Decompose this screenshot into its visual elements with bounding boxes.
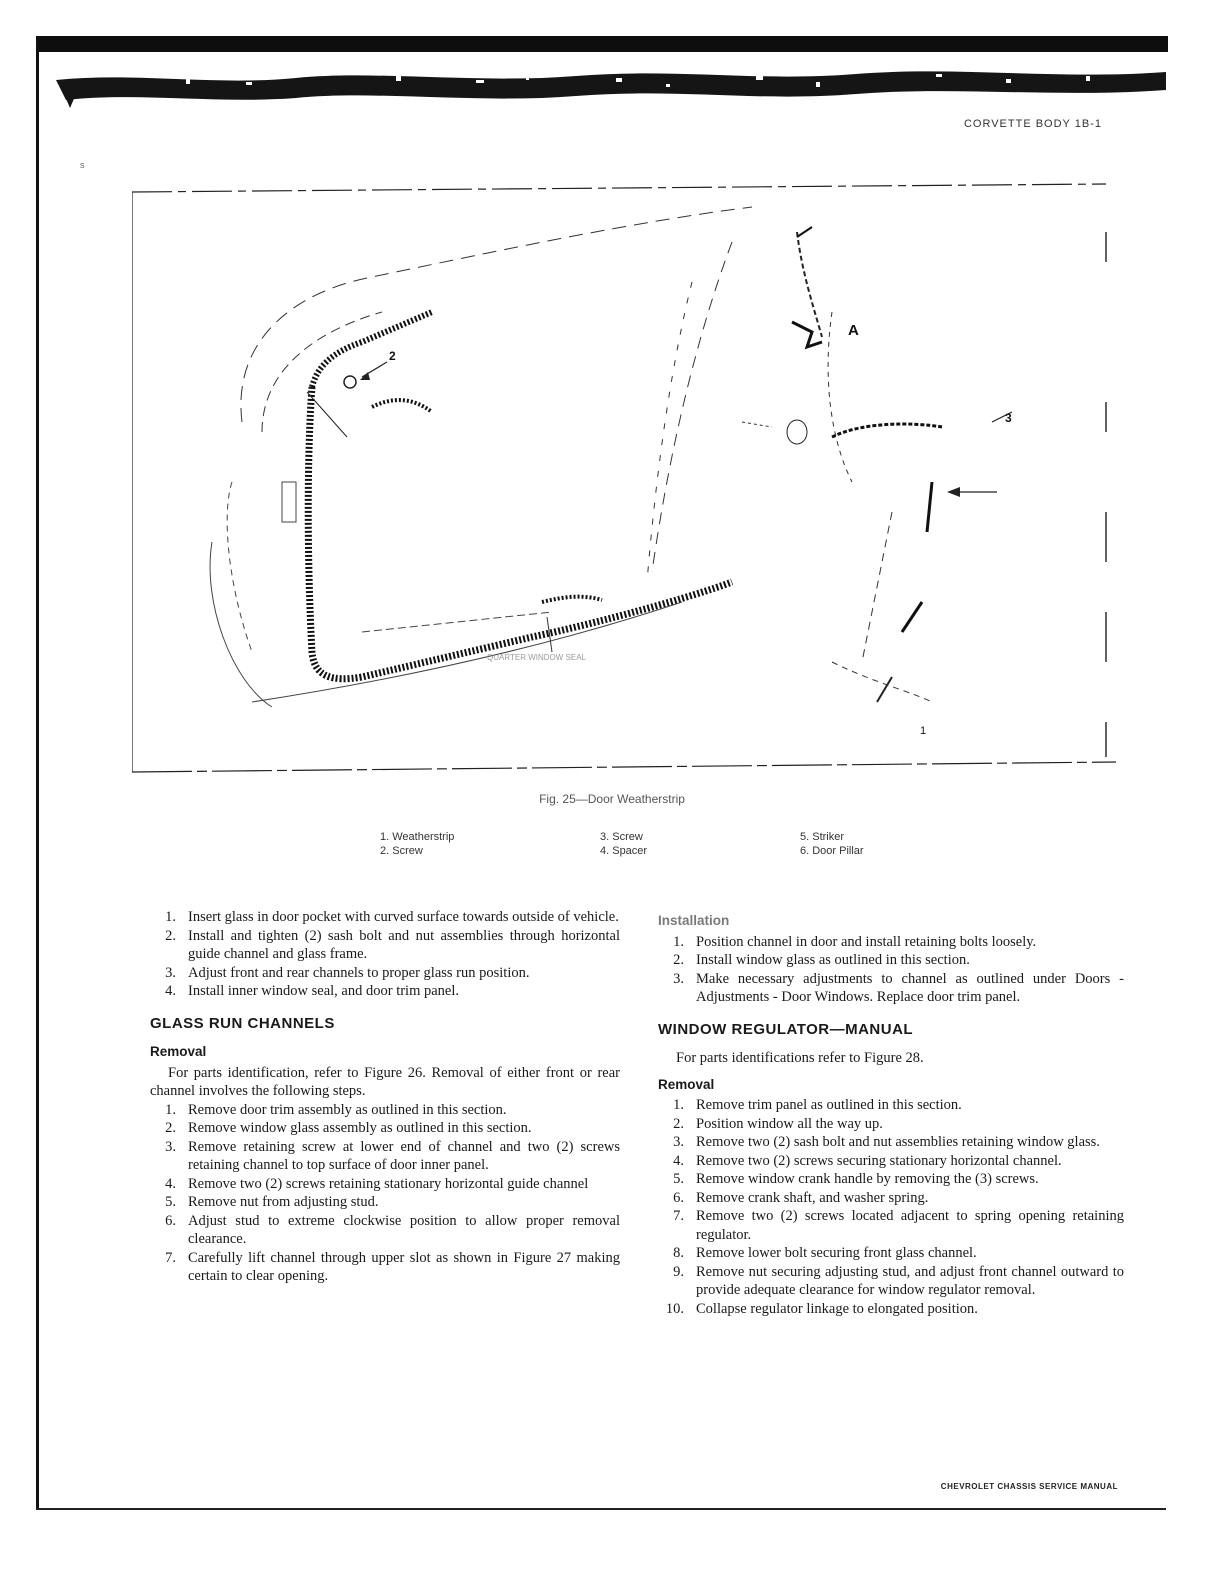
list-item: 2. Install and tighten (2) sash bolt and nut assemblies through horizontal guide channel and glass frame. [165,927,620,962]
legend-item: 5. Striker [800,831,845,843]
running-header: CORVETTE BODY 1B-1 [963,118,1102,130]
list-item: 4. Install inner window seal, and door trim panel. [165,983,460,999]
intro-paragraph: For parts identifications refer to Figure 28. [676,1050,924,1066]
regulator-removal-steps [658,1096,1124,1318]
legend-col-1 [380,830,454,858]
list-item: 6. Remove crank shaft, and washer spring. [673,1189,929,1206]
list-item: 6. Adjust stud to extreme clockwise position to allow proper removal clearance. [165,1212,620,1247]
page-footer: CHEVROLET CHASSIS SERVICE MANUAL [940,1482,1118,1491]
quarter-window-seal-label: QUARTER WINDOW SEAL [487,653,586,662]
legend-item: 4. Spacer [600,845,648,857]
list-item: 3. Remove retaining screw at lower end of channel and two (2) screws retaining channel to top surface of door inner panel. [165,1138,620,1173]
figure-caption: Fig. 25—Door Weatherstrip [539,792,685,806]
list-item: 1. Remove trim panel as outlined in this section. [673,1097,962,1113]
legend-item: 6. Door Pillar [800,845,864,857]
left-border-rule [36,36,39,1510]
legend-col-3 [800,830,864,858]
window-install-steps [150,908,620,1001]
list-item: 2. Install window glass as outlined in this section. [673,952,970,968]
callout-1: 1 [920,725,927,737]
list-item: 2. Remove window glass assembly as outlined in this section. [165,1120,532,1136]
top-border-bar [36,36,1168,52]
right-column [658,908,1124,1318]
list-item: 2. Position window all the way up. [673,1115,883,1132]
list-item: 1. Remove door trim assembly as outlined in this section. [165,1101,507,1118]
subheading-installation: Installation [658,913,730,928]
list-item: 1. Insert glass in door pocket with curved surface towards outside of vehicle. [165,909,619,925]
list-item: 7. Remove two (2) screws located adjacent to spring opening retaining regulator. [673,1208,1124,1243]
section-heading-window-regulator: WINDOW REGULATOR—MANUAL [658,1020,914,1038]
callout-3: 3 [1005,411,1012,425]
door-weatherstrip-figure [132,182,1116,774]
list-item: 10. Collapse regulator linkage to elongated position. [665,1300,978,1317]
callout-a: A [848,322,859,339]
legend-col-2 [600,830,647,858]
list-item: 4. Remove two (2) screws retaining stationary horizontal guide channel [165,1175,589,1192]
list-item: 7. Carefully lift channel through upper slot as shown in Figure 27 making certain to clear opening. [165,1249,620,1284]
bottom-border-rule [36,1508,1166,1510]
legend-item: 2. Screw [380,845,423,857]
callout-2: 2 [389,349,396,363]
list-item: 5. Remove window crank handle by removing the (3) screws. [673,1171,1039,1187]
channel-install-steps [658,933,1124,1007]
subheading-removal: Removal [658,1076,715,1092]
legend-item: 1. Weatherstrip [380,831,455,843]
torn-top-edge [56,64,1166,110]
list-item: 3. Adjust front and rear channels to proper glass run position. [165,964,530,981]
door-illustration [132,182,1116,774]
corner-mark: s [80,160,85,170]
list-item: 8. Remove lower bolt securing front glass channel. [673,1245,977,1261]
channel-removal-steps [150,1101,620,1286]
list-item: 3. Remove two (2) sash bolt and nut assemblies retaining window glass. [673,1134,1100,1150]
subheading-removal: Removal [150,1044,207,1059]
intro-paragraph: For parts identification, refer to Figure 26. Removal of either front or rear channel involves the following steps. [150,1064,620,1099]
list-item: 5. Remove nut from adjusting stud. [165,1194,379,1210]
section-heading-glass-run-channels: GLASS RUN CHANNELS [150,1014,335,1032]
legend-item: 3. Screw [600,831,643,843]
list-item: 3. Make necessary adjustments to channel as outlined under Doors - Adjustments - Door Windows. Replace door trim panel. [673,970,1124,1005]
list-item: 1. Position channel in door and install retaining bolts loosely. [673,933,1037,950]
list-item: 9. Remove nut securing adjusting stud, and adjust front channel outward to provide adequate clearance for window regulator removal. [673,1263,1124,1298]
left-column [150,908,620,1286]
list-item: 4. Remove two (2) screws securing stationary horizontal channel. [673,1152,1062,1169]
